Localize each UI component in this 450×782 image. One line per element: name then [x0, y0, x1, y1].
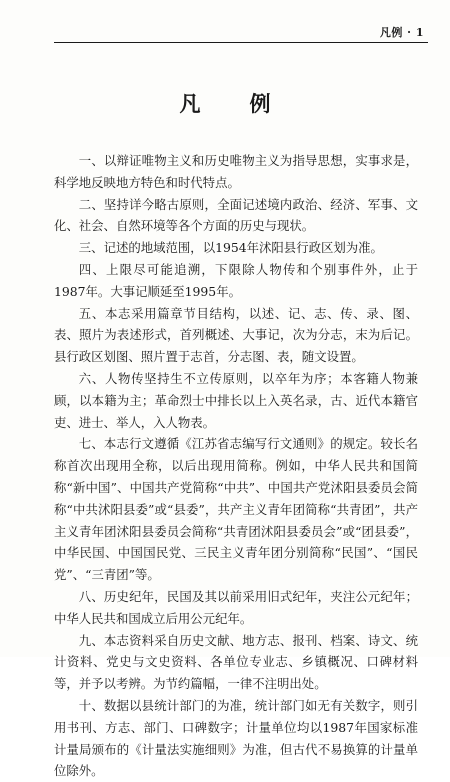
- paragraph-5: 五、本志采用篇章节目结构，以述、记、志、传、录、图、表、照片为表述形式，首列概述、大事记，次为分志，末为后记。县行政区划图、照片置于志首，分志图、表，随文设置。: [54, 305, 418, 365]
- paragraph-4: 四、上限尽可能追溯，下限除人物传和个别事件外，止于1987年。大事记顺延至1995年。: [54, 261, 418, 299]
- header-rule: [54, 42, 428, 43]
- paragraph-10: 十、数据以县统计部门的为准，统计部门如无有关数字，则引用书刊、方志、部门、口碑数字；计量单位均以1987年国家标准计量局颁布的《计量法实施细则》为准，但古代不易换算的计量单位除外。: [54, 697, 418, 779]
- paragraph-2: 二、坚持详今略古原则，全面记述境内政治、经济、军事、文化、社会、自然环境等各个方面的历史与现状。: [54, 196, 418, 234]
- page-title: 凡 例: [179, 91, 285, 116]
- paragraph-6: 六、人物传坚持生不立传原则，以卒年为序；本客籍人物兼顾，以本籍为主；革命烈士中排长以上入英名录，古、近代本籍官吏、进士、举人，入人物表。: [54, 370, 418, 430]
- document-body: [54, 150, 418, 782]
- running-header: 凡例 · 1: [379, 26, 424, 39]
- paragraph-9: 九、本志资料采自历史文献、地方志、报刊、档案、诗文、统计资料、党史与文史资料、各单位专业志、乡镇概况、口碑材料等，并予以考辨。为节约篇幅，一律不注明出处。: [54, 632, 418, 692]
- paragraph-8: 八、历史纪年，民国及其以前采用旧式纪年，夹注公元纪年；中华人民共和国成立后用公元纪年。: [54, 588, 418, 626]
- paragraph-1: 一、以辩证唯物主义和历史唯物主义为指导思想，实事求是，科学地反映地方特色和时代特点。: [54, 153, 418, 190]
- paragraph-3: 三、记述的地域范围，以1954年沭阳县行政区划为准。: [78, 240, 383, 256]
- paragraph-7: 七、本志行文遵循《江苏省志编写行文通则》的规定。较长名称首次出现用全称，以后出现用简称。例如，中华人民共和国简称“新中国”、中国共产党简称“中共”、中国共产党沭阳县委员会简称“中共沭阳县委”或“县委”，共产主义青年团简称“共青团”，共产主义青年团沭阳县委员会简称“共青团沭阳县委员会”或“团县委”，中华民国、中国国民党、三民主义青年团分别简称“民国”、“国民党”、“三青团”等。: [54, 436, 418, 583]
